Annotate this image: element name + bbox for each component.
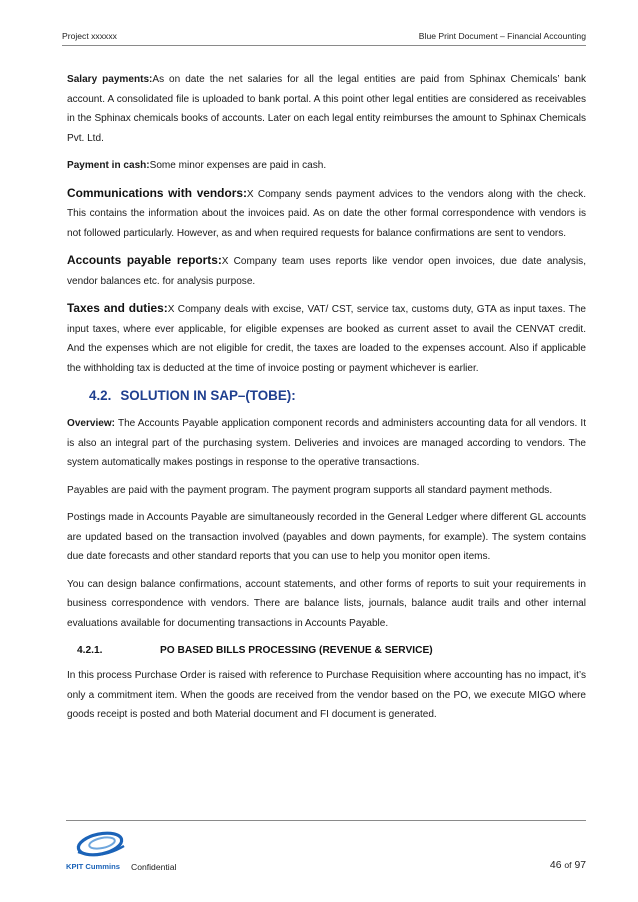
- footer-divider: [66, 820, 586, 821]
- total-pages: 97: [574, 860, 586, 871]
- communications-text: X Company sends payment advices to the vendors along with the check. This contains the information about the invoices paid. As on date the other formal correspondence with vendors is not followed particularly. However, as and when required requests for balance confirmations are sent to vendors.: [67, 188, 586, 239]
- header-project: Project xxxxxx: [62, 31, 117, 41]
- reports-paragraph: [67, 251, 586, 291]
- taxes-label: Taxes and duties:: [67, 301, 168, 315]
- salary-text: As on date the net salaries for all the legal entities are paid from Sphinax Chemicals’ bank account. A consolidated file is uploaded to bank portal. A this point other legal entities are considered as receivables in the Sphinax chemicals books of accounts. Later on each legal entity reimburses the amount to Sphinax Chemicals Pvt. Ltd.: [67, 74, 586, 144]
- taxes-text: X Company deals with excise, VAT/ CST, service tax, customs duty, GTA as input taxes. The input taxes, where ever applicable, for eligible expenses are booked as current asset to avail the CENVAT credit. And the expenses which are not eligible for credit, the taxes are loaded to the expenses account. Also if applicable the withholding tax is deducted at the time of invoice posting or payment whichever is earlier.: [67, 304, 586, 374]
- cash-label: Payment in cash:: [67, 160, 150, 171]
- cash-paragraph: [67, 156, 586, 176]
- reports-text: X Company team uses reports like vendor open invoices, due date analysis, vendor balances etc. for analysis purpose.: [67, 256, 586, 287]
- overview-text: The Accounts Payable application component records and administers accounting data for all vendors. It is also an integral part of the purchasing system. Deliveries and invoices are managed according to vendors. The system automatically makes postings in response to the operative transactions.: [67, 418, 586, 468]
- communications-label: Communications with vendors:: [67, 185, 247, 200]
- subsection-heading: [77, 641, 586, 660]
- current-page: 46: [549, 860, 562, 871]
- payables-paragraph: Payables are paid with the payment program. The payment program supports all standard payment methods.: [67, 484, 553, 496]
- page-content: [67, 70, 586, 733]
- cash-text: Some minor expenses are paid in cash.: [149, 160, 327, 171]
- balance-confirmations-paragraph: You can design balance confirmations, account statements, and other forms of reports to suit your requirements in business correspondence with vendors. There are balance lists, journals, balance audit trails and other internal evaluations available for documenting transactions in Accounts Payable.: [67, 578, 586, 629]
- communications-paragraph: [67, 184, 586, 244]
- salary-paragraph: [67, 70, 586, 148]
- page-header: [62, 31, 586, 46]
- page-of: of: [564, 860, 572, 870]
- logo-text: KPIT Cummins: [66, 862, 121, 871]
- subsection-title: PO BASED BILLS PROCESSING (REVENUE & SERVICE): [160, 645, 433, 656]
- taxes-paragraph: [67, 299, 586, 378]
- header-document-title: Blue Print Document – Financial Accounting: [418, 31, 586, 41]
- section-number: 4.2.: [89, 388, 112, 403]
- confidential-label: Confidential: [131, 862, 177, 872]
- postings-paragraph: Postings made in Accounts Payable are simultaneously recorded in the General Ledger where different GL accounts are updated based on the transaction involved (payables and down payments, for example). The system contains due date forecasts and other standard reports that you can use to help you monitor open items.: [67, 512, 586, 562]
- section-heading: [89, 386, 586, 406]
- page-number: [550, 860, 586, 871]
- salary-label: Salary payments:: [67, 74, 153, 85]
- subsection-number: 4.2.1.: [77, 645, 103, 656]
- overview-label: Overview:: [67, 418, 116, 429]
- po-process-paragraph: In this process Purchase Order is raised with reference to Purchase Requisition where accounting has no impact, it’s only a commitment item. When the goods are received from the vendor based on the PO, we execute MIGO where goods receipt is posted and both Material document and FI document is generated.: [67, 670, 586, 720]
- reports-label: Accounts payable reports:: [67, 253, 222, 267]
- section-title: SOLUTION IN SAP–(TOBE):: [120, 388, 296, 403]
- overview-paragraph: [67, 414, 586, 473]
